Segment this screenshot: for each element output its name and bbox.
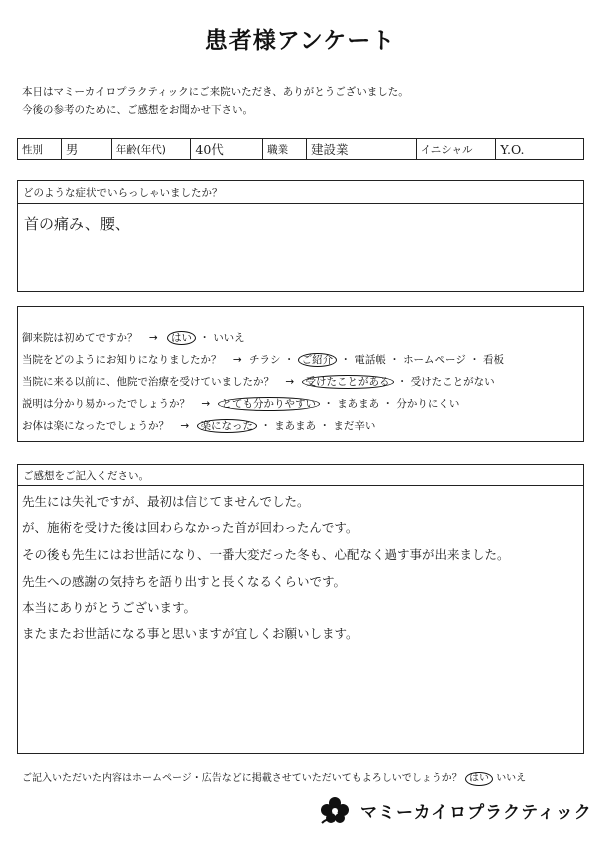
age-value: 40代 [191, 139, 263, 159]
consent-yes-selected: はい [465, 772, 493, 786]
option-selected: とても分かりやすい [218, 397, 321, 411]
question-text: 当院をどのようにお知りになりましたか？ [22, 354, 222, 366]
patient-info-row [17, 138, 584, 160]
option: 電話帳 [354, 354, 386, 366]
option: まあまあ [337, 398, 380, 410]
question-explanation: 説明は分かり易かったでしょうか？ → とても分かりやすい ・ まあまあ ・ 分かりにくい [22, 398, 460, 410]
intro-line-2: 今後の参考のために、ご感想をお聞かせ下さい。 [22, 104, 253, 116]
arrow: → [148, 332, 158, 344]
consent-no: いいえ [496, 773, 527, 784]
question-first-visit: 御来院は初めてですか？ → はい ・ いいえ [22, 332, 245, 344]
option-selected: ご紹介 [298, 353, 338, 367]
comments-header: ご感想をご記入ください。 [18, 465, 583, 486]
option: 分かりにくい [396, 398, 460, 410]
job-value: 建設業 [307, 139, 417, 159]
sex-value: 男 [62, 139, 112, 159]
sex-label: 性別 [18, 139, 62, 159]
arrow: → [180, 420, 190, 432]
intro-line-1: 本日はマミーカイロプラクティックにご来院いただき、ありがとうございました。 [22, 86, 409, 98]
clinic-logo-text: マミーカイロプラクティック [360, 802, 592, 823]
option: 看板 [483, 354, 505, 366]
option-selected: 楽になった [197, 419, 258, 433]
symptoms-answer: 首の痛み、腰、 [24, 215, 130, 233]
clinic-logo [318, 795, 592, 825]
option: まだ辛い [333, 420, 376, 432]
symptoms-box [17, 180, 584, 292]
symptoms-question: どのような症状でいらっしゃいましたか？ [18, 181, 583, 204]
consent-question: ご記入いただいた内容はホームページ・広告などに掲載させていただいてもよろしいでしょうか？ [22, 773, 462, 784]
comment-line-1: 先生には失礼ですが、最初は信じてませんでした。 [22, 494, 310, 509]
question-text: 説明は分かり易かったでしょうか？ [22, 398, 190, 410]
flower-logo-icon [318, 795, 352, 825]
comment-line-3: その後も先生にはお世話になり、一番大変だった冬も、心配なく過す事が出来ました。 [22, 547, 510, 562]
age-label: 年齢(年代) [112, 139, 192, 159]
question-prior-treatment: 当院に来る以前に、他院で治療を受けていましたか？ → 受けたことがある ・ 受けたことがない [22, 376, 495, 388]
question-text: 御来院は初めてですか？ [22, 332, 138, 344]
option: チラシ [249, 354, 281, 366]
option: ホームページ [403, 354, 466, 366]
question-relief: お体は楽になったでしょうか？ → 楽になった ・ まあまあ ・ まだ辛い [22, 420, 376, 432]
option: いいえ [213, 332, 245, 344]
comment-line-2: が、施術を受けた後は回わらなかった首が回わったんです。 [22, 520, 359, 535]
arrow: → [201, 398, 211, 410]
comment-line-6: またまたお世話になる事と思いますが宜しくお願いします。 [22, 626, 359, 641]
arrow: → [232, 354, 242, 366]
option-selected: 受けたことがある [302, 375, 394, 389]
arrow: → [285, 376, 295, 388]
question-text: お体は楽になったでしょうか？ [22, 420, 169, 432]
question-text: 当院に来る以前に、他院で治療を受けていましたか？ [22, 376, 274, 388]
initial-value: Y.O. [500, 141, 525, 157]
option: 受けたことがない [410, 376, 495, 388]
consent-line [22, 769, 526, 786]
initial-label: イニシャル [417, 139, 497, 159]
page-title: 患者様アンケート [204, 28, 396, 54]
comment-line-4: 先生への感謝の気持ちを語り出すと長くなるくらいです。 [22, 574, 347, 589]
option-selected: はい [167, 331, 196, 345]
question-referral: 当院をどのようにお知りになりましたか？ → チラシ ・ ご紹介 ・ 電話帳 ・ ホームページ ・ 看板 [22, 354, 505, 366]
job-label: 職業 [263, 139, 307, 159]
comment-line-5: 本当にありがとうございます。 [22, 600, 197, 615]
option: まあまあ [274, 420, 317, 432]
